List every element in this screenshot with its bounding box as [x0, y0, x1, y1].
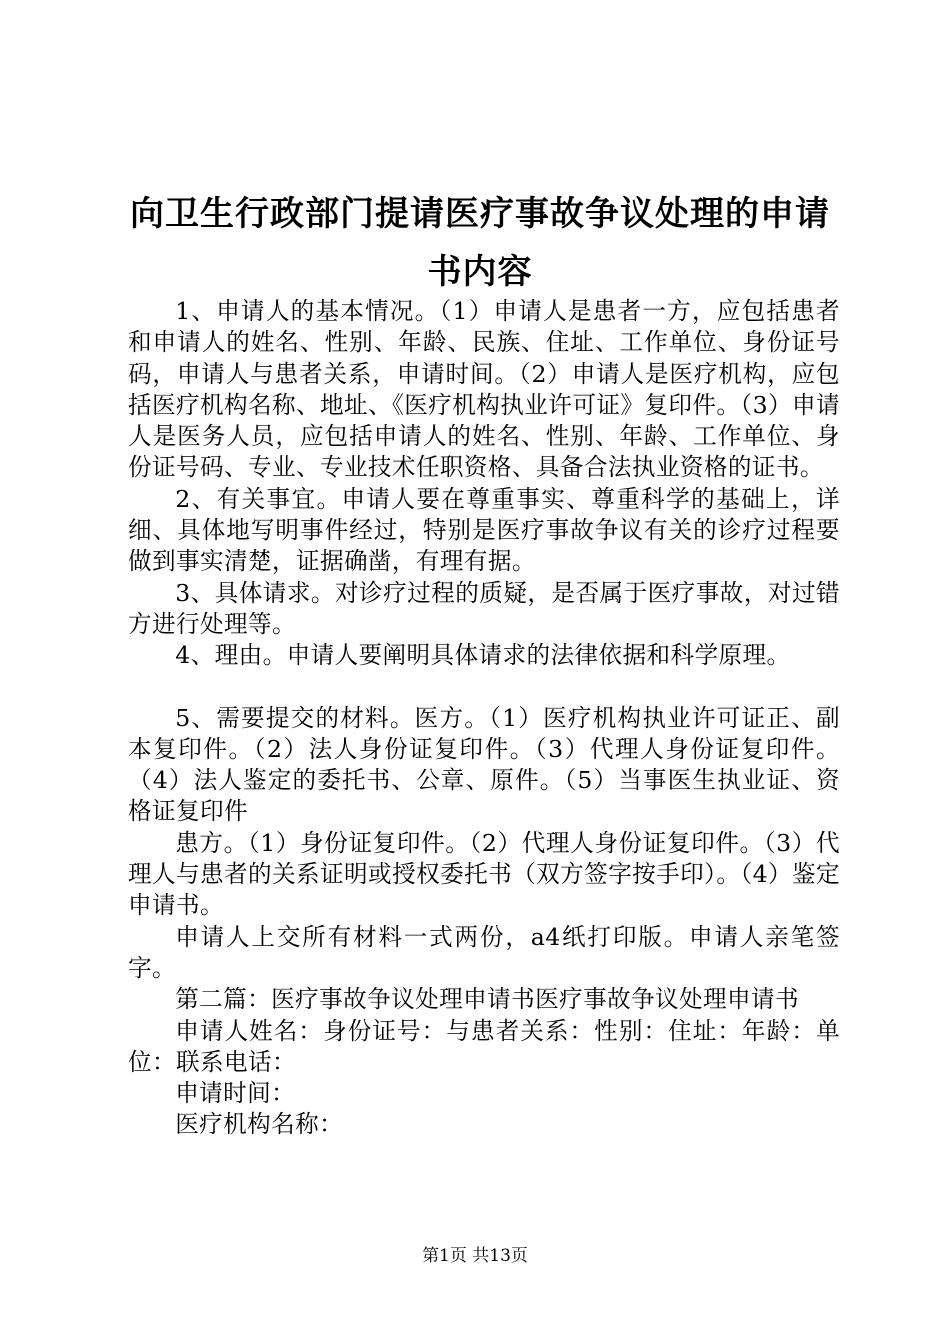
paragraph-submission-note: 申请人上交所有材料一式两份，a4纸打印版。申请人亲笔签字。	[128, 922, 840, 982]
page-number-footer: 第1页 共13页	[422, 1246, 528, 1266]
paragraph-second-section-heading: 第二篇：医疗事故争议处理申请书医疗事故争议处理申请书	[175, 985, 800, 1014]
paragraph-institution-name: 医疗机构名称：	[175, 1110, 344, 1139]
paragraph-patient-materials: 患方。（1）身份证复印件。（2）代理人身份证复印件。（3）代理人与患者的关系证明或授权委托书（双方签字按手印）。（4）鉴定申请书。	[128, 828, 840, 920]
paragraph-related-matters: 2、有关事宜。申请人要在尊重事实、尊重科学的基础上，详细、具体地写明事件经过，特别是医疗事故争议有关的诊疗过程要做到事实清楚，证据确凿，有理有据。	[128, 484, 840, 576]
paragraph-application-time: 申请时间：	[175, 1079, 296, 1108]
paragraph-specific-requests: 3、具体请求。对诊疗过程的质疑，是否属于医疗事故，对过错方进行处理等。	[128, 578, 840, 638]
paragraph-reasons: 4、理由。申请人要阐明具体请求的法律依据和科学原理。	[175, 641, 791, 670]
document-title-line-1: 向卫生行政部门提请医疗事故争议处理的申请	[130, 194, 830, 234]
document-title-line-2: 书内容	[427, 252, 533, 292]
paragraph-required-materials: 5、需要提交的材料。医方。（1）医疗机构执业许可证正、副本复印件。（2）法人身份证复印件。（3）代理人身份证复印件。（4）法人鉴定的委托书、公章、原件。（5）当事医生执业证、资格证复印件	[128, 703, 840, 826]
paragraph-applicant-info: 1、申请人的基本情况。（1）申请人是患者一方，应包括患者和申请人的姓名、性别、年龄、民族、住址、工作单位、身份证号码，申请人与患者关系，申请时间。（2）申请人是医疗机构，应包括医疗机构名称、地址、《医疗机构执业许可证》复印件。（3）申请人是医务人员，应包括申请人的姓名、性别、年龄、工作单位、身份证号码、专业、专业技术任职资格、具备合法执业资格的证书。	[128, 297, 840, 482]
paragraph-applicant-fields: 申请人姓名：身份证号：与患者关系：性别：住址：年龄：单位：联系电话：	[128, 1016, 840, 1076]
document-body	[128, 296, 840, 1141]
